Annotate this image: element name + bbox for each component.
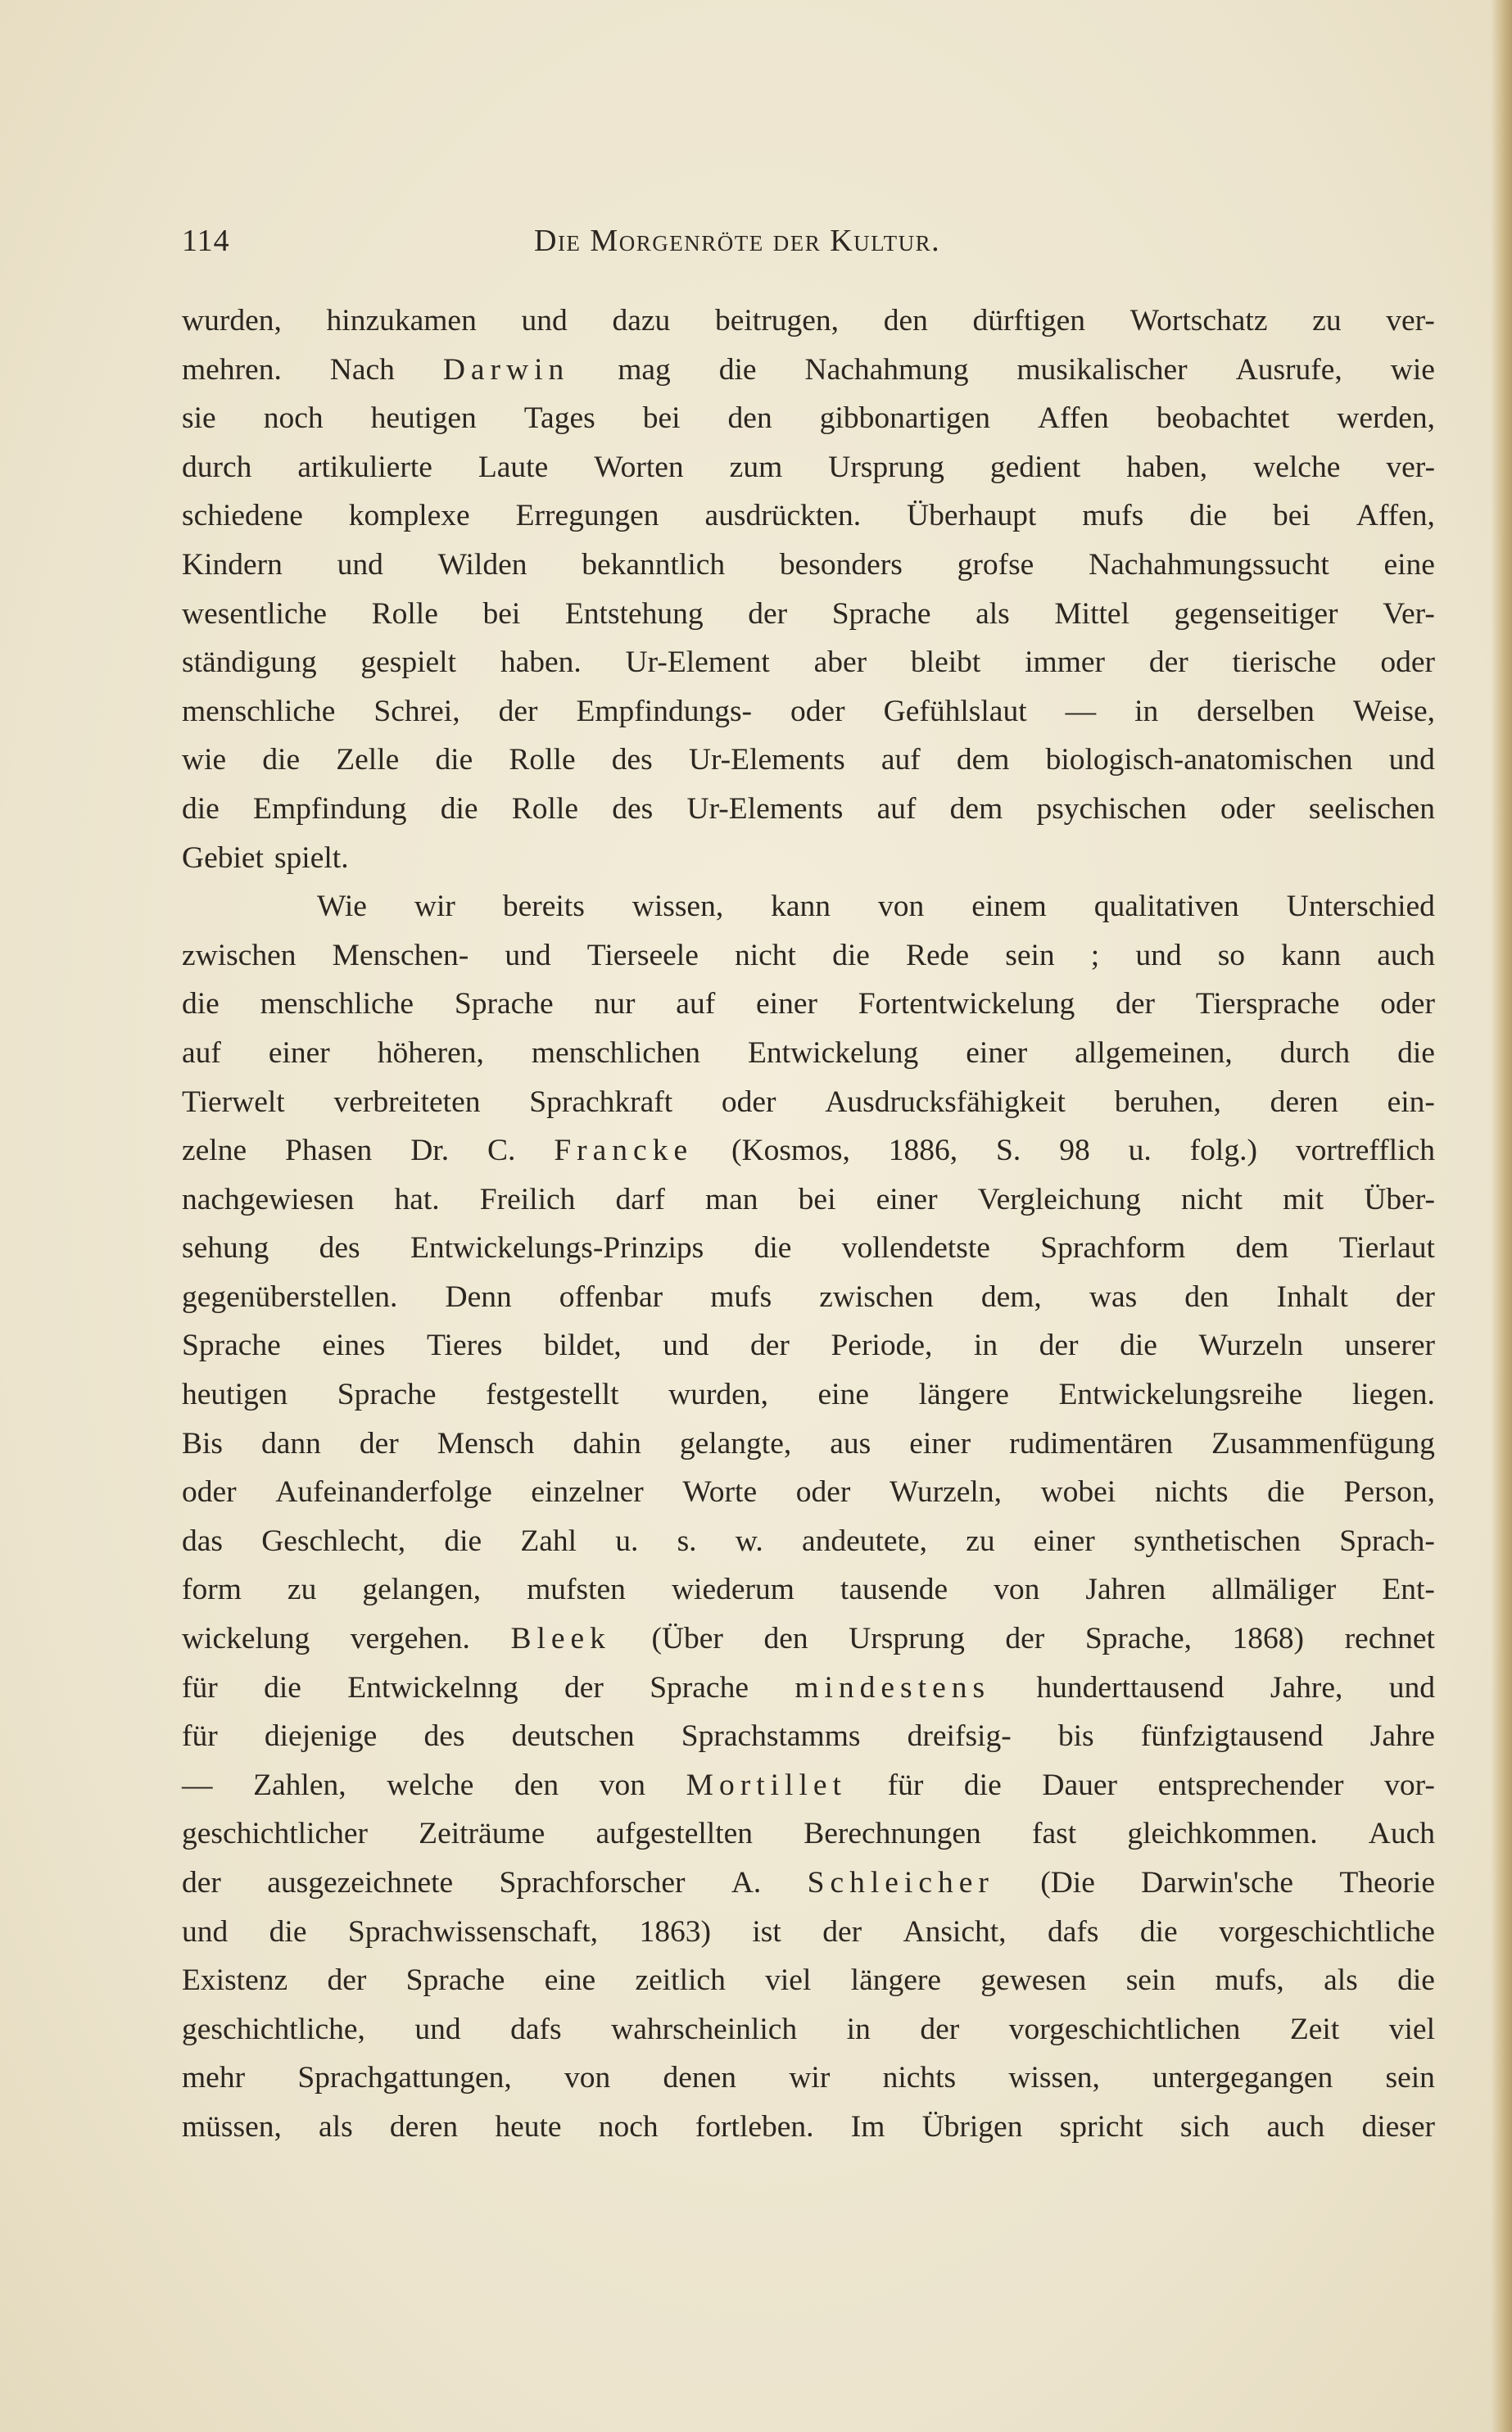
text-line: Wie wir bereits wissen, kann von einem qualitativen Unterschied — [317, 890, 1435, 924]
text-line: der ausgezeichnete Sprachforscher A. Schleicher (Die Darwin'sche Theorie — [182, 1866, 1435, 1900]
text-line: Bis dann der Mensch dahin gelangte, aus einer rudimentären Zusammenfügung — [182, 1426, 1435, 1461]
text-line: für die Entwickelnng der Sprache mindestens hunderttausend Jahre, und — [182, 1670, 1435, 1705]
text-line: auf einer höheren, menschlichen Entwickelung einer allgemeinen, durch die — [182, 1035, 1435, 1070]
text-line: menschliche Schrei, der Empfindungs- oder Gefühlslaut — in derselben Weise, — [182, 694, 1435, 728]
text-line: gegenüberstellen. Denn offenbar mufs zwischen dem, was den Inhalt der — [182, 1279, 1435, 1314]
text-line: sie noch heutigen Tages bei den gibbonartigen Affen beobachtet werden, — [182, 401, 1435, 436]
text-line: die Empfindung die Rolle des Ur-Elements auf dem psychischen oder seelischen — [182, 791, 1435, 826]
text-line: Tierwelt verbreiteten Sprachkraft oder Ausdrucksfähigkeit beruhen, deren ein- — [182, 1085, 1435, 1119]
text-line: mehr Sprachgattungen, von denen wir nichts wissen, untergegangen sein — [182, 2061, 1435, 2095]
text-line: geschichtlicher Zeiträume aufgestellten Berechnungen fast gleichkommen. Auch — [182, 1817, 1435, 1851]
text-line: — Zahlen, welche den von Mortillet für die Dauer entsprechender vor- — [182, 1768, 1435, 1802]
body-text — [182, 297, 1435, 2152]
text-line: schiedene komplexe Erregungen ausdrückten. Überhaupt mufs die bei Affen, — [182, 499, 1435, 533]
text-line: nachgewiesen hat. Freilich darf man bei einer Vergleichung nicht mit Über- — [182, 1182, 1435, 1216]
text-line: ständigung gespielt haben. Ur-Element aber bleibt immer der tierische oder — [182, 645, 1435, 680]
running-title: Die Morgenröte der Kultur. — [534, 224, 941, 258]
text-line: müssen, als deren heute noch fortleben. Im Übrigen spricht sich auch dieser — [182, 2109, 1435, 2144]
text-line: Sprache eines Tieres bildet, und der Periode, in der die Wurzeln unserer — [182, 1329, 1435, 1363]
text-line: durch artikulierte Laute Worten zum Ursprung gedient haben, welche ver- — [182, 450, 1435, 484]
text-line: die menschliche Sprache nur auf einer Fortentwickelung der Tiersprache oder — [182, 987, 1435, 1021]
text-line: heutigen Sprache festgestellt wurden, eine längere Entwickelungsreihe liegen. — [182, 1378, 1435, 1412]
text-line: zwischen Menschen- und Tierseele nicht die Rede sein ; und so kann auch — [182, 938, 1435, 972]
text-line: Existenz der Sprache eine zeitlich viel längere gewesen sein mufs, als die — [182, 1963, 1435, 1998]
text-line: oder Aufeinanderfolge einzelner Worte oder Wurzeln, wobei nichts die Person, — [182, 1475, 1435, 1510]
text-line: mehren. Nach Darwin mag die Nachahmung musikalischer Ausrufe, wie — [182, 352, 1435, 387]
page-number: 114 — [182, 224, 230, 258]
text-line: wickelung vergehen. Bleek (Über den Ursprung der Sprache, 1868) rechnet — [182, 1622, 1435, 1656]
text-line: geschichtliche, und dafs wahrscheinlich in der vorgeschichtlichen Zeit viel — [182, 2012, 1435, 2046]
text-line: Gebiet spielt. — [182, 840, 349, 875]
text-line: für diejenige des deutschen Sprachstamms dreifsig- bis fünfzigtausend Jahre — [182, 1719, 1435, 1754]
text-line: zelne Phasen Dr. C. Francke (Kosmos, 1886, S. 98 u. folg.) vortrefflich — [182, 1134, 1435, 1168]
text-line: form zu gelangen, mufsten wiederum tausende von Jahren allmäliger Ent- — [182, 1573, 1435, 1607]
text-line: wie die Zelle die Rolle des Ur-Elements auf dem biologisch-anatomischen und — [182, 743, 1435, 777]
page-header — [182, 223, 1435, 264]
text-line: und die Sprachwissenschaft, 1863) ist der Ansicht, dafs die vorgeschichtliche — [182, 1914, 1435, 1949]
text-line: wesentliche Rolle bei Entstehung der Sprache als Mittel gegenseitiger Ver- — [182, 596, 1435, 631]
text-line: Kindern und Wilden bekanntlich besonders grofse Nachahmungssucht eine — [182, 547, 1435, 582]
page-edge — [1491, 0, 1512, 2432]
text-line: sehung des Entwickelungs-Prinzips die vollendetste Sprachform dem Tierlaut — [182, 1231, 1435, 1266]
text-line: das Geschlecht, die Zahl u. s. w. andeutete, zu einer synthetischen Sprach- — [182, 1524, 1435, 1558]
text-line: wurden, hinzukamen und dazu beitrugen, den dürftigen Wortschatz zu ver- — [182, 304, 1435, 337]
